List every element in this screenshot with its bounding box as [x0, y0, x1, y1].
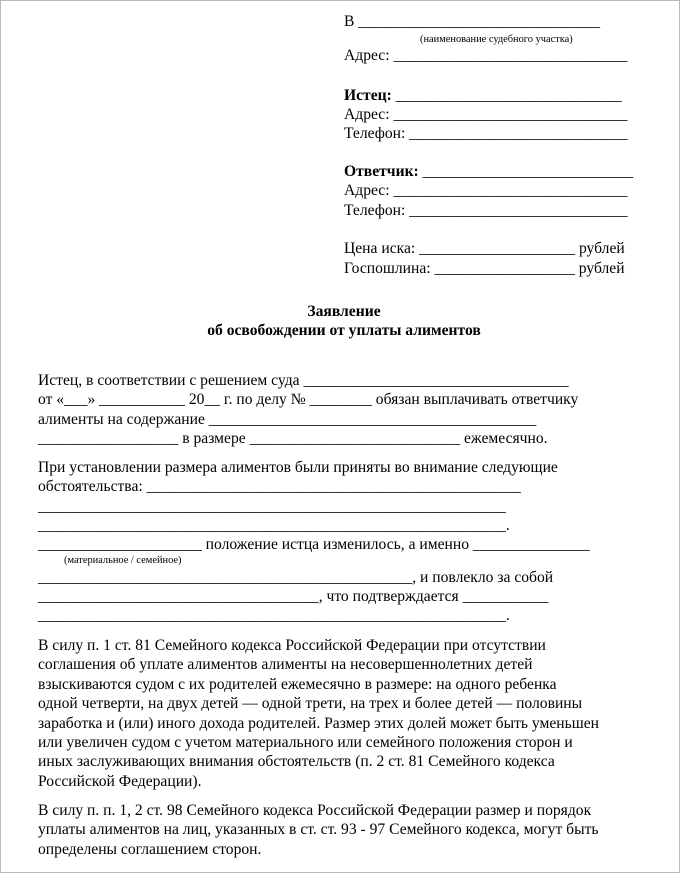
text-line: ____________________________________________________________.: [38, 517, 510, 534]
text-line: иных заслуживающих внимания обстоятельств (п. 2 ст. 81 Семейного кодекса: [38, 753, 555, 771]
text-line: __________________ в размере ___________________________ ежемесячно.: [38, 430, 548, 448]
text-line: обстоятельства: ________________________________________________: [38, 478, 521, 495]
document-subtitle: об освобождении от уплаты алиментов: [207, 322, 481, 339]
document-title: Заявление: [307, 303, 381, 320]
paragraph-article-81: [38, 636, 599, 791]
text-line: В силу п. 1 ст. 81 Семейного кодекса Российской Федерации при отсутствии: [38, 637, 546, 654]
court-name-caption: (наименование судебного участка): [420, 34, 573, 45]
text-line: от «___» ___________ 20__ г. по делу № ________ обязан выплачивать ответчику: [38, 391, 579, 409]
plaintiff-label: Истец:: [344, 87, 392, 104]
text-line: ____________________________________________________________.: [38, 607, 510, 624]
state-fee-line: Госпошлина: __________________ рублей: [344, 260, 625, 277]
text-line: взыскиваются судом с их родителей ежемесячно в размере: на одного ребенка: [38, 675, 557, 693]
text-line: _____________________ положение истца изменилось, а именно _______________: [38, 536, 590, 553]
text-line: ____________________________________________________________: [38, 498, 506, 515]
text-line: или увеличен судом с учетом материального или семейного положения сторон и: [38, 734, 573, 752]
text-line: В силу п. п. 1, 2 ст. 98 Семейного кодекса Российской Федерации размер и порядок: [38, 802, 592, 819]
text-line: При установлении размера алиментов были приняты во внимание следующие: [38, 459, 558, 476]
paragraph-article-98: [38, 801, 599, 859]
court-to-line: В _______________________________: [344, 13, 601, 30]
defendant-blank: ___________________________: [418, 163, 634, 180]
defendant-line: [344, 163, 633, 181]
text-line: заработка и (или) иного дохода родителей. Размер этих долей может быть уменьшен: [38, 714, 600, 732]
plaintiff-address-line: Адрес: ______________________________: [344, 106, 628, 123]
defendant-phone-line: Телефон: ____________________________: [344, 202, 628, 219]
situation-caption: (материальное / семейное): [64, 555, 182, 566]
claim-price-line: Цена иска: ____________________ рублей: [344, 240, 625, 257]
text-line: соглашения об уплате алиментов алименты на несовершеннолетних детей: [38, 656, 533, 674]
plaintiff-blank: _____________________________: [391, 87, 622, 104]
paragraph-court-decision: [38, 371, 578, 449]
text-line: ____________________________________, что подтверждается ___________: [38, 588, 549, 605]
text-line: определены соглашением сторон.: [38, 840, 262, 858]
text-line: Истец, в соответствии с решением суда __________________________________: [38, 372, 569, 389]
defendant-address-line: Адрес: ______________________________: [344, 182, 628, 199]
text-line: уплаты алиментов на лиц, указанных в ст. ст. 93 - 97 Семейного кодекса, могут быть: [38, 821, 599, 839]
text-line: одной четверти, на двух детей — одной трети, на трех и более детей — половины: [38, 695, 583, 713]
defendant-label: Ответчик:: [344, 163, 419, 180]
court-address-line: Адрес: ______________________________: [344, 47, 628, 64]
text-line: Российской Федерации).: [38, 772, 202, 790]
plaintiff-line: [344, 87, 622, 105]
text-line: алименты на содержание __________________________________________: [38, 410, 537, 428]
plaintiff-phone-line: Телефон: ____________________________: [344, 125, 628, 142]
text-line: ________________________________________________, и повлекло за собой: [38, 569, 554, 586]
